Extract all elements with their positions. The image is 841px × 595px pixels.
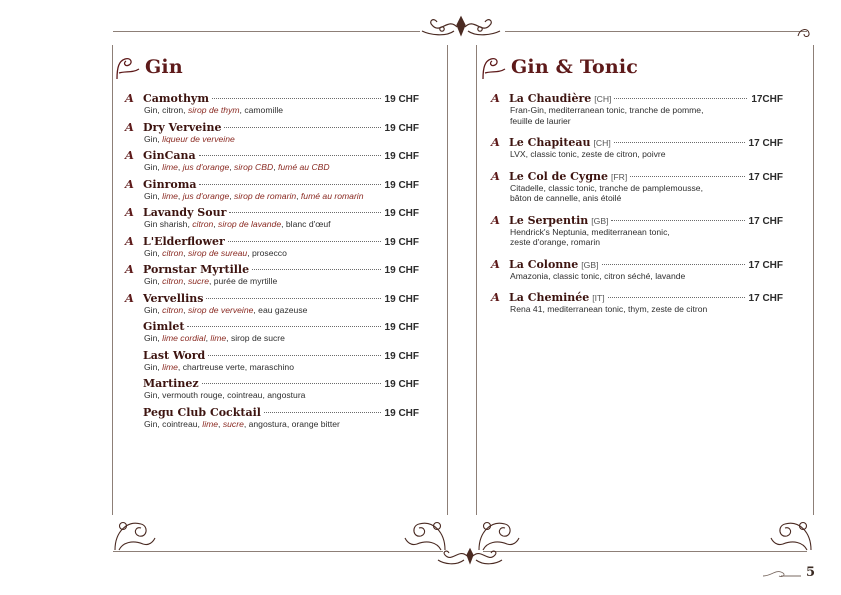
ingredient-text: , <box>273 162 278 172</box>
ingredient-text: bâton de cannelle, anis étoilé <box>510 193 622 203</box>
drink-name: Martinez <box>143 377 199 390</box>
menu-item-line <box>126 263 419 276</box>
ingredient-highlight: citron <box>162 304 184 315</box>
ingredient-highlight: fumé au CBD <box>278 162 330 172</box>
ingredient-text: Gin, citron, <box>144 105 188 115</box>
right-panel-border-left <box>476 45 477 515</box>
ingredient-highlight: lime cordial <box>162 333 206 343</box>
menu-item <box>492 92 783 126</box>
ingredient-text: Rena 41, mediterranean tonic, thym, zeste de citron <box>510 304 708 314</box>
ingredient-text: , <box>205 333 211 343</box>
ingredient-text: Gin, <box>144 162 163 172</box>
ingredient-text: , <box>183 247 188 258</box>
dotted-leader <box>224 127 380 128</box>
drink-name: Vervellins <box>143 291 204 305</box>
drink-name: Le Col de Cygne <box>509 169 609 183</box>
drink-ingredients <box>126 362 419 373</box>
dotted-leader <box>611 220 744 221</box>
ingredient-highlight: lime <box>162 361 178 372</box>
dotted-leader <box>608 297 745 298</box>
menu-item <box>126 349 419 373</box>
ingredient-text: Gin, <box>144 133 163 144</box>
bottom-rule-left <box>113 551 443 552</box>
drink-origin: [GB] <box>591 215 609 226</box>
menu-item <box>126 292 419 316</box>
ingredient-text: LVX, classic tonic, zeste de citron, poivre <box>510 149 666 159</box>
ingredient-text: , eau gazeuse <box>253 304 308 315</box>
menu-item-line <box>492 291 783 304</box>
menu-item <box>126 235 419 259</box>
drink-ingredients <box>126 248 419 259</box>
menu-item-line <box>126 235 419 248</box>
drink-ingredients <box>492 149 783 160</box>
drink-price: 19 CHF <box>384 322 419 333</box>
drink-ingredients <box>126 419 419 430</box>
drink-name: Last Word <box>143 348 206 362</box>
menu-item <box>126 206 419 230</box>
drink-ingredients <box>492 227 783 248</box>
menu-item <box>126 263 419 287</box>
menu-item <box>126 178 419 202</box>
ingredient-text: Gin, cointreau, <box>144 418 203 429</box>
drink-name: La Colonne <box>509 257 579 271</box>
drink-price: 19 CHF <box>384 236 419 248</box>
drink-price: 17 CHF <box>748 138 783 149</box>
ingredient-text: Gin sharish, <box>144 219 193 229</box>
scroll-flourish-icon <box>113 55 143 86</box>
gin-section-title: Gin <box>145 56 183 78</box>
drink-ingredients <box>126 390 419 401</box>
dotted-leader <box>252 269 380 270</box>
ingredient-text: Fran-Gin, mediterranean tonic, tranche de pomme, <box>510 105 704 115</box>
ingredient-highlight: lime <box>210 333 227 343</box>
left-panel-border-right <box>447 45 448 515</box>
menu-item <box>126 149 419 173</box>
ingredient-highlight: fumé au romarin <box>300 190 364 201</box>
drink-price: 17CHF <box>751 94 783 105</box>
item-marker: A <box>125 233 134 248</box>
ingredient-highlight: liqueur de verveine <box>162 133 235 144</box>
menu-item-line <box>492 92 783 105</box>
ingredient-text: Gin, <box>144 333 163 343</box>
menu-item-line <box>126 377 419 390</box>
ingredient-text: Citadelle, classic tonic, tranche de pamplemousse, <box>510 182 703 193</box>
menu-item-line <box>126 406 419 419</box>
ingredient-text: , prosecco <box>247 247 287 258</box>
item-marker: A <box>125 205 134 219</box>
drink-price: 17 CHF <box>748 215 783 227</box>
menu-item <box>126 320 419 344</box>
menu-item-line <box>126 178 419 191</box>
item-marker: A <box>125 176 134 191</box>
ingredient-text: feuille de laurier <box>510 115 571 126</box>
drink-origin: [IT] <box>592 293 605 303</box>
drink-name: Lavandy Sour <box>143 206 227 219</box>
ingredient-highlight: sirop de sureau <box>187 247 248 258</box>
top-rule-left <box>113 31 420 32</box>
dotted-leader <box>630 176 744 177</box>
menu-item <box>126 92 419 116</box>
drink-price: 19 CHF <box>384 265 419 276</box>
scroll-flourish-icon <box>479 55 509 86</box>
menu-item-line <box>126 320 419 333</box>
menu-item-line <box>492 214 783 227</box>
item-marker: A <box>491 135 500 149</box>
ingredient-highlight: sirop de romarin <box>234 190 297 201</box>
drink-price: 19 CHF <box>384 208 419 219</box>
dotted-leader <box>202 383 381 384</box>
drink-ingredients <box>492 271 783 282</box>
dotted-leader <box>614 142 745 143</box>
ingredient-text: Hendrick's Neptunia, mediterranean tonic, <box>510 226 670 237</box>
item-marker: A <box>491 91 500 105</box>
ingredient-text: , <box>229 190 235 201</box>
drink-origin: [CH] <box>594 94 612 104</box>
menu-item-line <box>126 149 419 162</box>
drink-ingredients <box>126 305 419 316</box>
ingredient-highlight: sirop de lavande <box>218 219 282 229</box>
ingredient-highlight: sirop CBD <box>234 162 274 172</box>
drink-name: La Chaudière <box>509 92 592 105</box>
ingredient-highlight: sirop de thym <box>187 105 240 115</box>
menu-item <box>492 214 783 248</box>
menu-item <box>492 136 783 160</box>
item-marker: A <box>125 290 134 305</box>
ingredient-text: Gin, vermouth rouge, cointreau, angostura <box>144 390 306 400</box>
drink-price: 19 CHF <box>384 122 419 134</box>
drink-name: Le Chapiteau <box>509 136 591 149</box>
corner-swirl-icon <box>477 512 521 552</box>
dotted-leader <box>228 241 381 242</box>
item-marker: A <box>125 148 134 162</box>
ingredient-text: , angostura, orange bitter <box>243 418 340 429</box>
bottom-rule-right <box>483 551 807 552</box>
ingredient-highlight: sucre <box>187 276 209 286</box>
ingredient-highlight: lime <box>162 162 178 172</box>
drink-origin: [CH] <box>593 138 611 148</box>
menu-item <box>126 406 419 430</box>
menu-item-line <box>126 206 419 219</box>
dotted-leader <box>229 212 380 213</box>
top-rule-right <box>505 31 807 32</box>
dotted-leader <box>208 355 380 356</box>
item-marker: A <box>125 91 134 105</box>
menu-item-line <box>492 258 783 271</box>
menu-item <box>126 377 419 401</box>
ingredient-text: , <box>213 219 219 229</box>
ingredient-highlight: citron <box>192 219 214 229</box>
drink-price: 17 CHF <box>748 171 783 183</box>
menu-item <box>492 170 783 204</box>
ingredient-highlight: citron <box>162 276 184 286</box>
corner-swirl-icon <box>796 26 812 40</box>
ingredient-text: , <box>218 418 223 429</box>
drink-name: Ginroma <box>143 177 197 191</box>
ingredient-text: Gin, <box>144 190 163 201</box>
ingredient-text: Gin, <box>144 276 163 286</box>
item-marker: A <box>125 119 134 134</box>
drink-price: 17 CHF <box>748 259 783 271</box>
drink-ingredients <box>492 105 783 126</box>
ingredient-text: Gin, <box>144 361 163 372</box>
ingredient-highlight: jus d'orange <box>182 162 230 172</box>
ingredient-highlight: lime <box>162 190 178 201</box>
ingredient-text: zeste d'orange, romarin <box>510 237 601 247</box>
ingredient-highlight: lime <box>202 418 219 429</box>
drink-price: 19 CHF <box>384 379 419 390</box>
drink-origin: [GB] <box>581 259 599 270</box>
drink-ingredients <box>492 304 783 315</box>
drink-price: 19 CHF <box>384 94 419 105</box>
left-panel-border-left <box>112 45 113 515</box>
ingredient-text: , <box>183 276 188 286</box>
ingredient-text: , blanc d'œuf <box>281 219 331 229</box>
drink-ingredients <box>126 162 419 173</box>
dotted-leader <box>614 98 747 99</box>
menu-item-line <box>126 121 419 134</box>
page-flourish-icon <box>761 568 803 580</box>
drink-price: 19 CHF <box>384 293 419 305</box>
drink-name: GinCana <box>143 149 196 162</box>
menu-item-line <box>126 92 419 105</box>
drink-name: L'Elderflower <box>143 234 225 248</box>
ingredient-text: Gin, <box>144 304 163 315</box>
menu-item <box>492 291 783 315</box>
dotted-leader <box>212 98 381 99</box>
item-marker: A <box>125 262 134 276</box>
ingredient-text: , camomille <box>239 105 284 115</box>
ingredient-text: , purée de myrtille <box>208 276 278 286</box>
drink-ingredients <box>126 219 419 230</box>
ingredient-text: , <box>183 304 188 315</box>
gin-tonic-section-title: Gin & Tonic <box>511 56 639 78</box>
menu-item-line <box>492 136 783 149</box>
drink-price: 17 CHF <box>748 293 783 304</box>
corner-swirl-icon <box>769 512 813 552</box>
drink-name: Camothym <box>143 92 209 105</box>
ingredient-text: , <box>177 190 183 201</box>
drink-origin: [FR] <box>611 171 628 182</box>
menu-item <box>126 121 419 145</box>
page-number: 5 <box>806 565 816 580</box>
ingredient-text: Gin, <box>144 247 163 258</box>
menu-item-line <box>126 349 419 362</box>
ingredient-highlight: sucre <box>222 418 244 429</box>
ingredient-text: , sirop de sucre <box>226 333 285 343</box>
drink-name: Pegu Club Cocktail <box>143 405 261 419</box>
menu-item-line <box>126 292 419 305</box>
dotted-leader <box>199 155 381 156</box>
dotted-leader <box>199 184 380 185</box>
gin-tonic-menu-list <box>492 92 783 325</box>
gin-menu-list <box>126 92 419 434</box>
drink-price: 19 CHF <box>384 407 419 419</box>
drink-ingredients <box>126 276 419 287</box>
ingredient-text: , chartreuse verte, maraschino <box>177 361 294 372</box>
item-marker: A <box>491 168 500 183</box>
ingredient-highlight: citron <box>162 247 184 258</box>
drink-ingredients <box>126 105 419 116</box>
ingredient-highlight: jus d'orange <box>182 190 230 201</box>
drink-name: Pornstar Myrtille <box>143 263 250 276</box>
drink-name: La Cheminée <box>509 291 590 304</box>
drink-ingredients <box>126 333 419 344</box>
drink-price: 19 CHF <box>384 151 419 162</box>
dotted-leader <box>206 298 380 299</box>
ingredient-text: , <box>229 162 235 172</box>
ingredient-text: Amazonia, classic tonic, citron séché, lavande <box>510 270 686 281</box>
ingredient-text: , <box>177 162 183 172</box>
corner-swirl-icon <box>403 512 447 552</box>
item-marker: A <box>491 290 500 304</box>
top-center-ornament-icon <box>418 13 504 41</box>
drink-ingredients <box>126 191 419 202</box>
ingredient-text: , <box>296 190 301 201</box>
drink-ingredients <box>126 134 419 145</box>
dotted-leader <box>187 326 380 327</box>
drink-name: Dry Verveine <box>143 120 222 134</box>
corner-swirl-icon <box>113 512 157 552</box>
drink-price: 19 CHF <box>384 179 419 191</box>
drink-name: Gimlet <box>143 320 185 333</box>
dotted-leader <box>264 412 381 413</box>
menu-item-line <box>492 170 783 183</box>
drink-name: Le Serpentin <box>509 213 589 227</box>
drink-ingredients <box>492 183 783 204</box>
ingredient-highlight: sirop de verveine <box>187 304 254 315</box>
item-marker: A <box>491 256 500 271</box>
drink-price: 19 CHF <box>384 350 419 362</box>
item-marker: A <box>491 212 500 227</box>
dotted-leader <box>602 264 745 265</box>
right-panel-border-right <box>813 45 814 515</box>
menu-item <box>492 258 783 282</box>
